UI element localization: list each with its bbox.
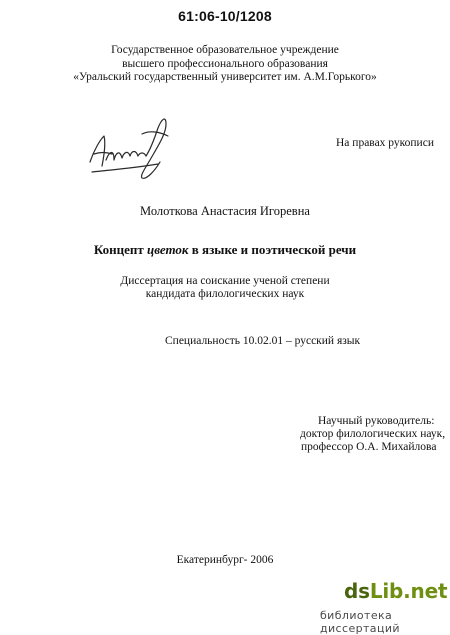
archive-code: 61:06-10/1208	[178, 8, 272, 24]
institution-line-2: высшего профессионального образования	[122, 57, 328, 70]
logo-prefix: ds	[344, 579, 370, 603]
supervisor-line-3: профессор О.А. Михайлова	[301, 441, 437, 453]
specialty-line: Специальность 10.02.01 – русский язык	[165, 335, 361, 347]
degree-line-1: Диссертация на соискание ученой степени	[120, 275, 330, 287]
watermark-subtitle: библиотека диссертаций	[320, 609, 400, 635]
dslib-logo	[344, 579, 447, 603]
dslib-watermark	[318, 579, 450, 635]
handwritten-signature	[84, 110, 174, 186]
degree-line-2: кандидата филологических наук	[145, 288, 305, 300]
institution-line-3: «Уральский государственный университет им. А.М.Горького»	[73, 71, 377, 83]
supervisor-line-2: доктор филологических наук,	[300, 428, 446, 440]
city-year: Екатеринбург- 2006	[176, 554, 274, 566]
author-name: Молоткова Анастасия Игоревна	[140, 204, 310, 218]
rights-note: На правах рукописи	[336, 137, 434, 149]
supervisor-line-1: Научный руководитель:	[318, 415, 435, 427]
degree-block	[0, 275, 450, 301]
title-italic-word: цветок	[147, 242, 189, 257]
dissertation-title	[0, 242, 450, 258]
institution-line-1: Государственное образовательное учреждение	[111, 44, 339, 56]
title-part-2: в языке и поэтической речи	[188, 242, 357, 257]
logo-rest: Lib.net	[369, 579, 448, 603]
supervisor-block	[300, 415, 446, 454]
institution-block	[0, 44, 450, 85]
title-part-1: Концепт	[93, 242, 148, 257]
